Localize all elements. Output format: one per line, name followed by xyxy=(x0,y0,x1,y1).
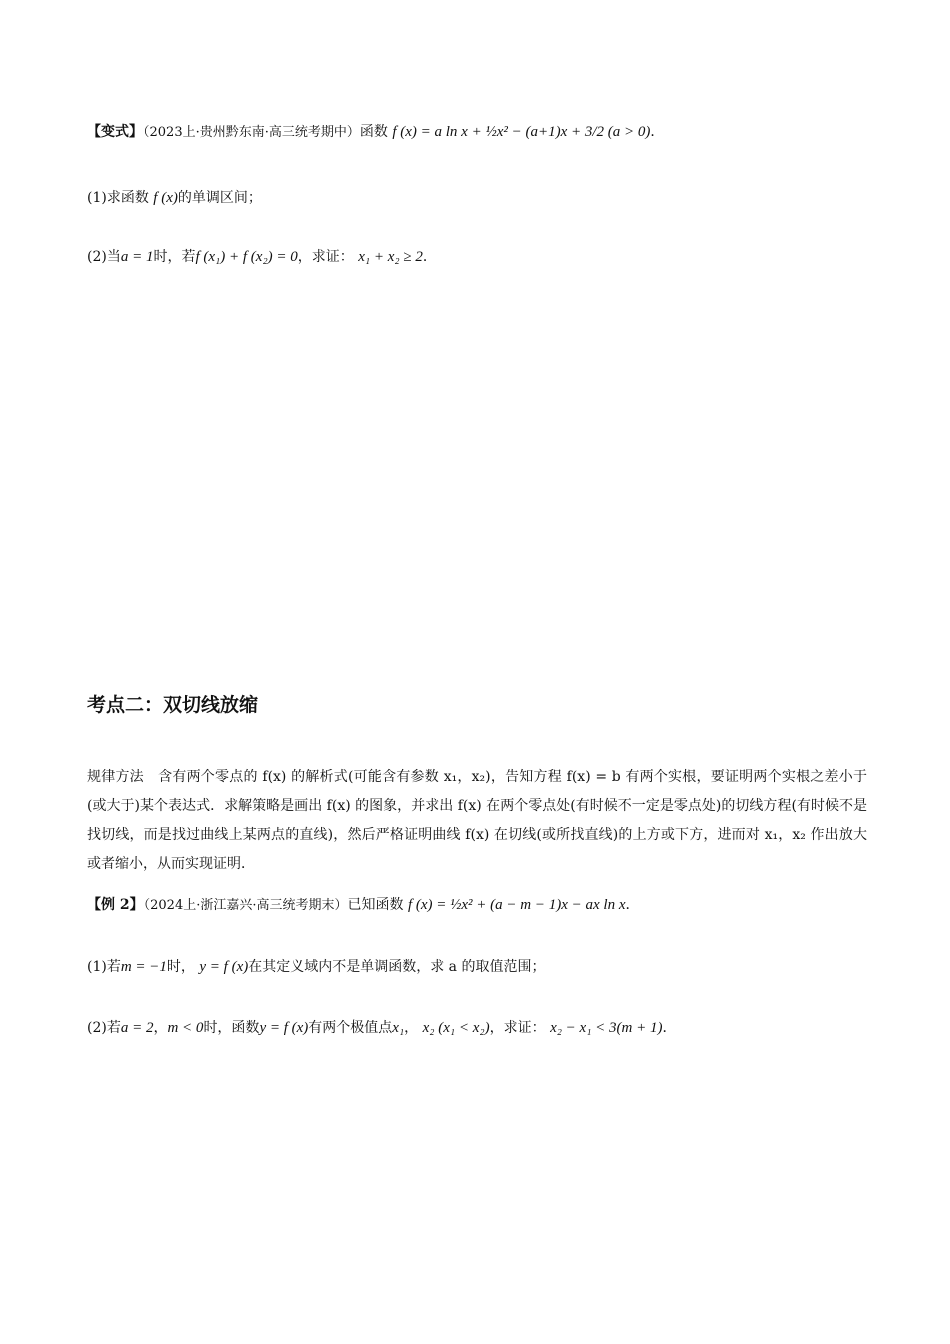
variant-lead: 函数 xyxy=(359,124,388,140)
ex2-q1-prefix: (1)若 xyxy=(87,959,121,975)
ex2-q2-cond1: a = 2 xyxy=(120,1020,154,1036)
example2-source: （2024上·浙江嘉兴·高三统考期末） xyxy=(143,898,348,913)
q1-func: f (x) xyxy=(153,190,178,206)
example2-tag: 【例 2】 xyxy=(87,897,144,913)
variant-tag: 【变式】 xyxy=(87,124,143,140)
ex2-q2-x1: x₁ xyxy=(392,1020,405,1036)
q2-result: x₁ + x₂ ≥ 2 xyxy=(358,249,423,265)
q2-cond: a = 1 xyxy=(120,249,154,265)
ex2-q1-mid: 时， xyxy=(166,959,195,975)
q2-mid: 时，若 xyxy=(153,249,196,265)
example2-question-2: (2)若a = 2，m < 0时，函数y = f (x)有两个极值点x₁， x₂ (x₁ < x₂)，求证： x₂ − x₁ < 3(m + 1)． xyxy=(87,1020,677,1036)
method-paragraph: 规律方法 含有两个零点的 f(x) 的解析式(可能含有参数 x₁，x₂)，告知方程 f(x) = b 有两个实根，要证明两个实根之差小于(或大于)某个表达式．求解策略是画出 f(x) 的图象，并求出 f(x) 在两个零点处(有时候不一定是零点处)的切线方程(有时候不是找切线，而是找过曲线上某两点的直线)，然后严格证明曲线 f(x) 在切线(或所找直线)的上方或下方，进而对 x₁，x₂ 作出放大或者缩小，从而实现证明． xyxy=(87,769,867,872)
ex2-q2-func: y = f (x) xyxy=(259,1020,309,1036)
variant-function: f (x) = a ln x + ½x² − (a+1)x + 3/2 (a > 0) xyxy=(392,124,651,140)
ex2-q2-mid: 时，函数 xyxy=(203,1020,260,1036)
ex2-q1-cond: m = −1 xyxy=(120,959,167,975)
example2-header: 【例 2】（2024上·浙江嘉兴·高三统考期末）已知函数 f (x) = ½x² + (a − m − 1)x − ax ln x． xyxy=(87,897,640,913)
section-heading: 考点二：双切线放缩 xyxy=(87,694,259,716)
q1-suffix: 的单调区间； xyxy=(177,190,262,206)
variant-question-2: (2)当a = 1时，若f (x₁) + f (x₂) = 0，求证： x₁ + x₂ ≥ 2． xyxy=(87,249,437,265)
ex2-q2-prove: ，求证： xyxy=(489,1020,546,1036)
q1-prefix: (1)求函数 xyxy=(87,190,149,206)
variant-header: 【变式】（2023上·贵州黔东南·高三统考期中）函数 f (x) = a ln x + ½x² − (a+1)x + 3/2 (a > 0)． xyxy=(87,124,665,140)
q2-prove: ，求证： xyxy=(297,249,354,265)
ex2-q1-func: y = f (x) xyxy=(199,959,249,975)
q2-eq: f (x₁) + f (x₂) = 0 xyxy=(195,249,298,265)
variant-source: （2023上·贵州黔东南·高三统考期中） xyxy=(143,125,360,140)
variant-question-1 xyxy=(87,188,262,208)
ex2-q2-result: x₂ − x₁ < 3(m + 1) xyxy=(550,1020,663,1036)
example2-question-1 xyxy=(87,957,545,977)
ex2-q2-cond2: m < 0 xyxy=(167,1020,204,1036)
example2-function: f (x) = ½x² + (a − m − 1)x − ax ln x xyxy=(407,897,626,913)
ex2-q2-x2: x₂ (x₁ < x₂) xyxy=(422,1020,490,1036)
q2-prefix: (2)当 xyxy=(87,249,121,265)
ex2-q2-points: 有两个极值点 xyxy=(308,1020,393,1036)
ex2-q1-suffix: 在其定义域内不是单调函数，求 a 的取值范围； xyxy=(248,959,546,975)
ex2-q2-prefix: (2)若 xyxy=(87,1020,121,1036)
example2-lead: 已知函数 xyxy=(347,897,404,913)
